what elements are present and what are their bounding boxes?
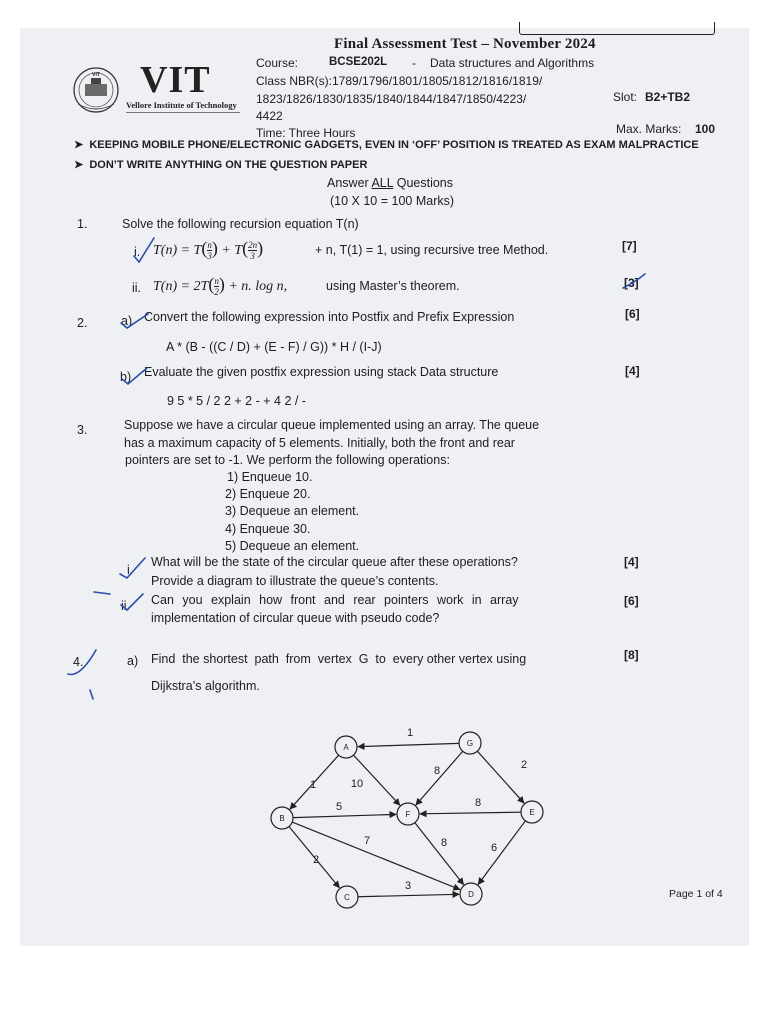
node-label-D: D: [468, 890, 474, 899]
q1-number: 1.: [77, 217, 88, 231]
warning-text: KEEPING MOBILE PHONE/ELECTRONIC GADGETS, EVEN IN ‘OFF’ POSITION IS TREATED AS EXAM MALPRACTICE: [89, 139, 699, 151]
course-separator: -: [412, 56, 416, 70]
edge-weight-A-B: 1: [309, 779, 317, 791]
exam-title: Final Assessment Test – November 2024: [334, 36, 596, 52]
q3-ii-line-2: implementation of circular queue with pseudo code?: [151, 611, 440, 625]
q3-line-2: has a maximum capacity of 5 elements. Initially, both the front and rear: [124, 436, 515, 450]
node-label-C: C: [344, 893, 350, 902]
tick-mark-icon: [121, 314, 148, 328]
edge-weight-F-D: 8: [440, 837, 448, 849]
q2-b-label: b): [120, 370, 132, 384]
tick-mark-icon: [122, 368, 147, 384]
node-label-G: G: [466, 739, 474, 748]
q2-b-marks: [4]: [625, 364, 640, 378]
node-label-B: B: [279, 814, 285, 823]
tick-mark-icon: [120, 558, 145, 578]
q4-a-marks: [8]: [624, 648, 639, 662]
q1-i-equation: $T(n) = T(\frac{n}{3}$ ) + $T(\frac{2n}{3}$ ): [153, 238, 264, 262]
q3-op-2: 2) Enqueue 20.: [225, 487, 311, 501]
slot-label: Slot:: [613, 90, 638, 104]
marks-instruction: (10 X 10 = 100 Marks): [330, 194, 455, 208]
max-marks-label: Max. Marks:: [616, 122, 682, 136]
q3-i-marks: [4]: [624, 555, 639, 569]
edge-weight-B-C: 2: [312, 854, 320, 866]
q1-i-marks: [7]: [622, 239, 637, 253]
q4-a-line-2: Dijkstra’s algorithm.: [151, 679, 260, 693]
q3-ii-words: Can you explain how front and rear pointers work in array: [151, 593, 519, 607]
q4-a-line-1: Find the shortest path from vertex G to every other vertex using: [151, 652, 527, 666]
class-nbr-line-3: 4422: [256, 109, 283, 123]
edge-weight-E-D: 6: [490, 842, 498, 854]
q2-a-text: Convert the following expression into Postfix and Prefix Expression: [144, 310, 515, 324]
q1-i-suffix: + n, T(1) = 1, using recursive tree Method.: [315, 243, 549, 257]
instruction-text: Answer: [327, 176, 372, 190]
arrow-bullet-icon: ➤: [74, 139, 84, 151]
q3-op-1: 1) Enqueue 10.: [227, 470, 313, 484]
q3-op-3: 3) Dequeue an element.: [225, 504, 360, 518]
institute-name: Vellore Institute of Technology: [126, 100, 237, 110]
q3-i-line-2: Provide a diagram to illustrate the queue’s contents.: [151, 574, 439, 588]
question-paper: [20, 28, 749, 946]
node-label-F: F: [405, 810, 411, 819]
q2-number: 2.: [77, 316, 88, 330]
q2-a-marks: [6]: [625, 307, 640, 321]
q2-a-label: a): [121, 314, 133, 328]
instruction-text: Questions: [393, 176, 454, 190]
q3-op-5: 5) Dequeue an element.: [225, 539, 360, 553]
tick-mark-icon: [134, 238, 154, 262]
q3-ii-marks: [6]: [624, 594, 639, 608]
q1-ii-marks: [3]: [624, 276, 639, 290]
dash-mark-icon: [94, 592, 110, 594]
q2-a-expression: A * (B - ((C / D) + (E - F) / G)) * H / (I-J): [166, 340, 382, 354]
edge-weight-B-D: 7: [363, 835, 371, 847]
edge-weight-A-F: 10: [350, 778, 364, 790]
course-label: Course:: [256, 56, 299, 70]
page-number: Page 1 of 4: [669, 888, 723, 900]
q1-i-label: i.: [134, 245, 141, 259]
q4-number: 4.: [73, 655, 84, 669]
edge-weight-G-A: 1: [406, 727, 414, 739]
q3-ii-label: ii.: [121, 599, 131, 613]
q3-line-1: Suppose we have a circular queue implemented using an array. The queue: [124, 418, 540, 432]
edge-weight-C-D: 3: [404, 880, 412, 892]
edge-weight-G-E: 2: [520, 759, 528, 771]
edge-weight-E-F: 8: [474, 797, 482, 809]
q3-op-4: 4) Enqueue 30.: [225, 522, 311, 536]
edge-weight-G-F: 8: [433, 765, 441, 777]
q1-ii-suffix: using Master’s theorem.: [326, 279, 460, 293]
course-name: Data structures and Algorithms: [430, 56, 595, 70]
stroke-mark-icon: [90, 690, 93, 699]
q4-a-label: a): [127, 654, 139, 668]
svg-text:VIT: VIT: [92, 72, 100, 78]
instruction-all: ALL: [371, 176, 394, 190]
q2-b-expression: 9 5 * 5 / 2 2 + 2 - + 4 2 / -: [167, 394, 306, 408]
pen-marks: [20, 28, 749, 946]
max-marks-value: 100: [695, 122, 716, 136]
node-label-E: E: [529, 808, 535, 817]
q1-ii-label: ii.: [132, 281, 142, 295]
tick-mark-icon: [121, 594, 143, 610]
logo-wordmark: VIT: [140, 59, 211, 101]
class-nbr-line-2: 1823/1826/1830/1835/1840/1844/1847/1850/4223/: [256, 92, 527, 106]
q3-line-3: pointers are set to -1. We perform the following operations:: [125, 453, 450, 467]
arrow-bullet-icon: ➤: [74, 159, 84, 171]
exam-duration: Time: Three Hours: [256, 126, 356, 140]
q3-i-label: i.: [127, 563, 134, 577]
q1-text: Solve the following recursion equation T(n): [122, 217, 359, 231]
tick-mark-icon: [68, 650, 96, 675]
edge-weight-B-F: 5: [335, 801, 343, 813]
course-code: BCSE202L: [329, 56, 388, 68]
q1-ii-equation: $T(n) = 2T(\frac{n}{2}$ ) + n. log n,: [153, 274, 288, 298]
node-label-A: A: [343, 743, 349, 752]
warning-text: DON’T WRITE ANYTHING ON THE QUESTION PAPER: [89, 159, 368, 171]
slot-value: B2+TB2: [645, 90, 691, 104]
q2-b-text: Evaluate the given postfix expression using stack Data structure: [144, 365, 499, 379]
tick-mark-icon: [623, 274, 645, 288]
q3-number: 3.: [77, 423, 88, 437]
q3-i-line-1: What will be the state of the circular queue after these operations?: [151, 555, 518, 569]
class-nbr-line-1: Class NBR(s):1789/1796/1801/1805/1812/1816/1819/: [256, 74, 543, 88]
